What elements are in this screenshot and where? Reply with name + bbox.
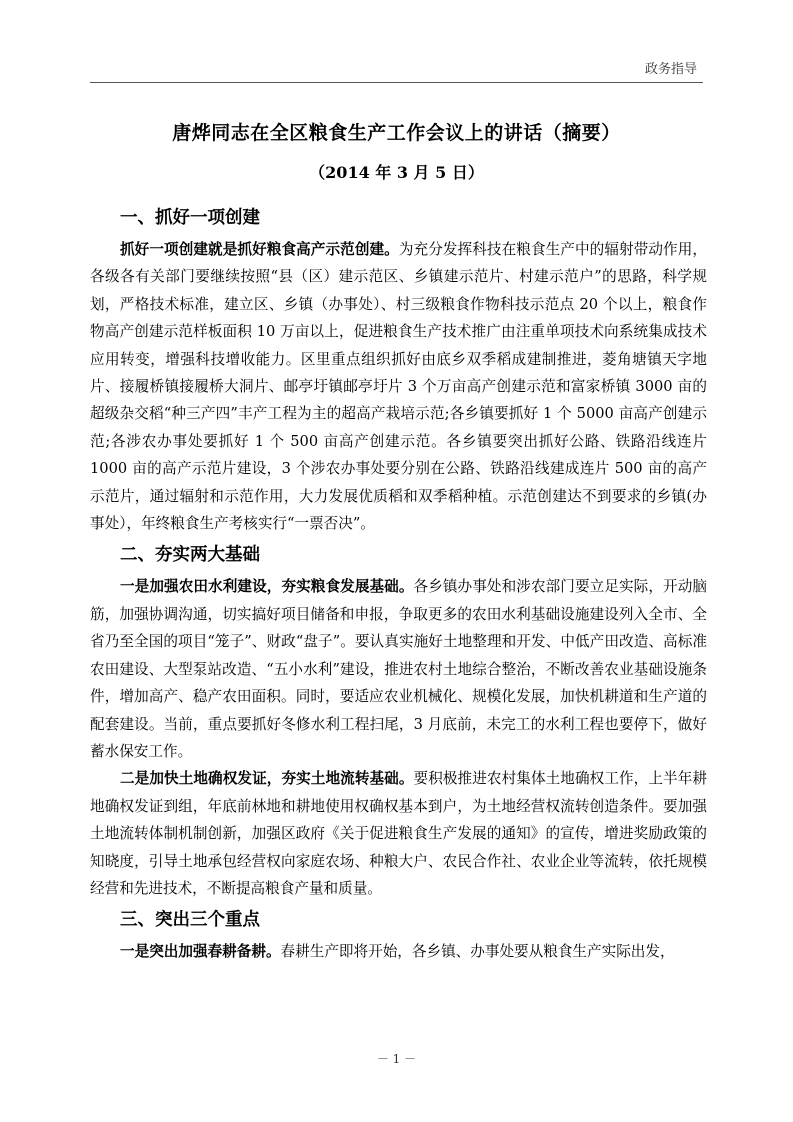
section-heading-3: 三、突出三个重点 [120, 910, 260, 931]
document-title: 唐烨同志在全区粮食生产工作会议上的讲话（摘要） [172, 122, 621, 144]
paragraph-3-1 [90, 938, 707, 965]
paragraph-text: 为充分发挥科技在粮食生产中的辐射带动作用，各级各有关部门要继续按照“县（区）建示范区、乡镇建示范片、村建示范户”的思路，科学规划，严格技术标准，建立区、乡镇（办事处）、村三级粮食作物科技示范点 20 个以上，粮食作物高产创建示范样板面积 10 万亩以上，促进粮食生产技术推广由注重单项技术向系统集成技术应用转变，增强科技增收能力。区里重点组织抓好由底乡双季稻成建制推进，菱角塘镇天字地片、接履桥镇接履桥大洞片、邮亭圩镇邮亭圩片 3 个万亩高产创建示范和富家桥镇 3000 亩的超级杂交稻“种三产四”丰产工程为主的超高产栽培示范;各乡镇要抓好 1 个 5000 亩高产创建示范;各涉农办事处要抓好 1 个 500 亩高产创建示范。各乡镇要突出抓好公路、铁路沿线连片 1000 亩的高产示范片建设，3 个涉农办事处要分别在公路、铁路沿线建成连片 500 亩的高产示范片，通过辐射和示范作用，大力发展优质稻和双季稻种植。示范创建达不到要求的乡镇(办事处），年终粮食生产考核实行“一票否决”。 [90, 241, 707, 533]
running-header: 政务指导 [644, 62, 697, 77]
paragraph-text: 春耕生产即将开始，各乡镇、办事处要从粮食生产实际出发， [280, 943, 675, 961]
section-heading-2: 二、夯实两大基础 [120, 545, 260, 566]
paragraph-1-1 [90, 236, 707, 537]
paragraph-2-2 [90, 765, 707, 902]
document-body [90, 200, 707, 966]
page-number: － 1 － [376, 1052, 417, 1066]
paragraph-2-1 [90, 573, 707, 765]
section-heading-1: 一、抓好一项创建 [120, 208, 260, 228]
paragraph-text: 要积极推进农村集体土地确权工作，上半年耕地确权发证到组，年底前林地和耕地使用权确权基本到户，为土地经营权流转创造条件。要加强土地流转体制机制创新，加强区政府《关于促进粮食生产发展的通知》的宣传，增进奖励政策的知晓度，引导土地承包经营权向家庭农场、种粮大户、农民合作社、农业企业等流转，依托规模经营和先进技术，不断提高粮食产量和质量。 [90, 770, 707, 897]
paragraph-text: 各乡镇办事处和涉农部门要立足实际，开动脑筋，加强协调沟通，切实搞好项目储备和申报，争取更多的农田水利基础设施建设列入全市、全省乃至全国的项目“笼子”、财政“盘子”。要认真实施好土地整理和开发、中低产田改造、高标准农田建设、大型泵站改造、“五小水利”建设，推进农村土地综合整治，不断改善农业基础设施条件，增加高产、稳产农田面积。同时，要适应农业机械化、规模化发展，加快机耕道和生产道的配套建设。当前，重点要抓好冬修水利工程扫尾，3 月底前，未完工的水利工程也要停下，做好蓄水保安工作。 [90, 578, 707, 760]
paragraph-lead: 一是突出加强春耕备耕。 [120, 943, 281, 961]
paragraph-lead: 抓好一项创建就是抓好粮食高产示范创建。 [120, 241, 399, 258]
paragraph-lead: 二是加快土地确权发证，夯实土地流转基础。 [120, 770, 414, 788]
document-date: （2014 年 3 月 5 日） [309, 163, 484, 182]
header-rule [90, 82, 703, 83]
paragraph-lead: 一是加强农田水利建设，夯实粮食发展基础。 [120, 578, 414, 596]
